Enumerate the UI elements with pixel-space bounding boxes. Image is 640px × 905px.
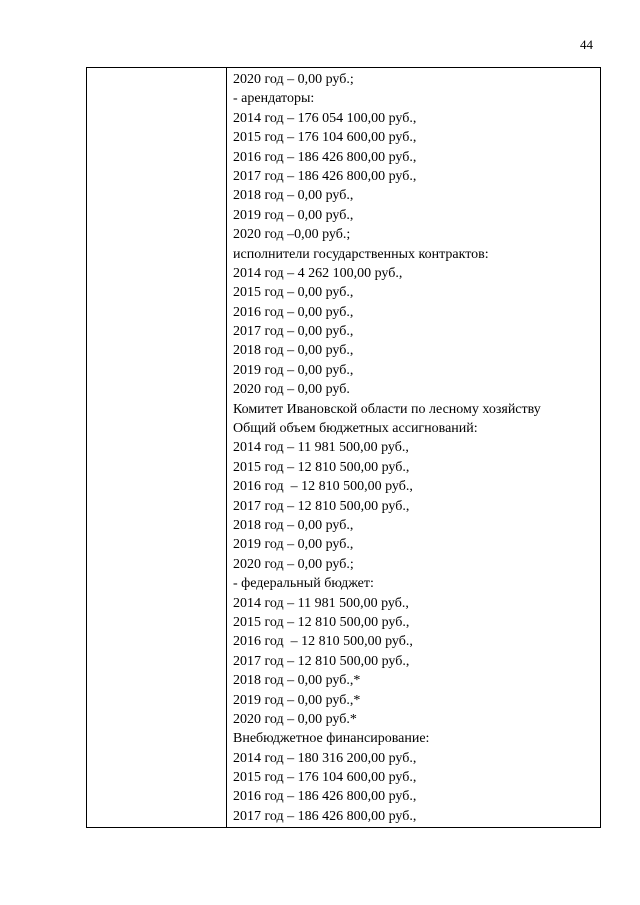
table-text-line: 2019 год – 0,00 руб.,: [233, 537, 354, 553]
table-text-line: Внебюджетное финансирование:: [233, 731, 430, 747]
table-text-line: 2017 год – 186 426 800,00 руб.,: [233, 168, 417, 184]
table-text-line: 2018 год – 0,00 руб.,: [233, 343, 354, 359]
table-text-line: 2014 год – 4 262 100,00 руб.,: [233, 265, 403, 281]
table-text-line: 2017 год – 186 426 800,00 руб.,: [233, 808, 417, 824]
table-text-line: 2016 год – 12 810 500,00 руб.,: [233, 634, 413, 650]
table-text-line: 2015 год – 176 104 600,00 руб.,: [233, 130, 417, 146]
table-text-line: 2020 год – 0,00 руб.;: [233, 72, 354, 87]
table-text-line: 2019 год – 0,00 руб.,: [233, 362, 354, 378]
table-text-line: 2014 год – 11 981 500,00 руб.,: [233, 440, 409, 456]
table-text-line: - федеральный бюджет:: [233, 576, 374, 592]
table-text-line: 2017 год – 12 810 500,00 руб.,: [233, 498, 410, 514]
table-text-line: 2016 год – 0,00 руб.,: [233, 304, 354, 320]
table-text-line: 2014 год – 180 316 200,00 руб.,: [233, 750, 417, 766]
table-text-line: 2016 год – 186 426 800,00 руб.,: [233, 149, 417, 165]
table-text-line: исполнители государственных контрактов:: [233, 246, 489, 262]
table-text-line: 2019 год – 0,00 руб.,*: [233, 692, 361, 708]
table-text-line: 2018 год – 0,00 руб.,: [233, 188, 354, 204]
table-text-line: 2015 год – 12 810 500,00 руб.,: [233, 459, 410, 475]
table-left-column: [87, 68, 227, 827]
table-text-line: 2015 год – 12 810 500,00 руб.,: [233, 614, 410, 630]
table-text-line: 2016 год – 186 426 800,00 руб.,: [233, 789, 417, 805]
table-text-line: 2017 год – 0,00 руб.,: [233, 324, 354, 340]
table-text-line: 2014 год – 176 054 100,00 руб.,: [233, 110, 417, 126]
table-text-line: 2020 год – 0,00 руб.;: [233, 556, 354, 572]
table-text-line: 2019 год – 0,00 руб.,: [233, 207, 354, 223]
table-text-line: 2018 год – 0,00 руб.,*: [233, 673, 361, 689]
table-text-line: 2020 год – 0,00 руб.*: [233, 711, 357, 727]
document-table: [86, 67, 601, 828]
table-text-line: Комитет Ивановской области по лесному хозяйству: [233, 401, 541, 417]
table-text-line: 2014 год – 11 981 500,00 руб.,: [233, 595, 409, 611]
table-text-line: 2016 год – 12 810 500,00 руб.,: [233, 479, 413, 495]
table-right-column: [227, 68, 600, 827]
table-text-line: 2018 год – 0,00 руб.,: [233, 517, 354, 533]
table-text-line: 2015 год – 0,00 руб.,: [233, 285, 354, 301]
table-text-line: Общий объем бюджетных ассигнований:: [233, 421, 478, 437]
table-text-line: 2017 год – 12 810 500,00 руб.,: [233, 653, 410, 669]
page-number: 44: [580, 37, 593, 52]
table-text-line: - арендаторы:: [233, 91, 315, 107]
table-text-line: 2020 год – 0,00 руб.: [233, 382, 350, 398]
table-text-line: 2015 год – 176 104 600,00 руб.,: [233, 770, 417, 786]
table-text-line: 2020 год –0,00 руб.;: [233, 227, 351, 243]
